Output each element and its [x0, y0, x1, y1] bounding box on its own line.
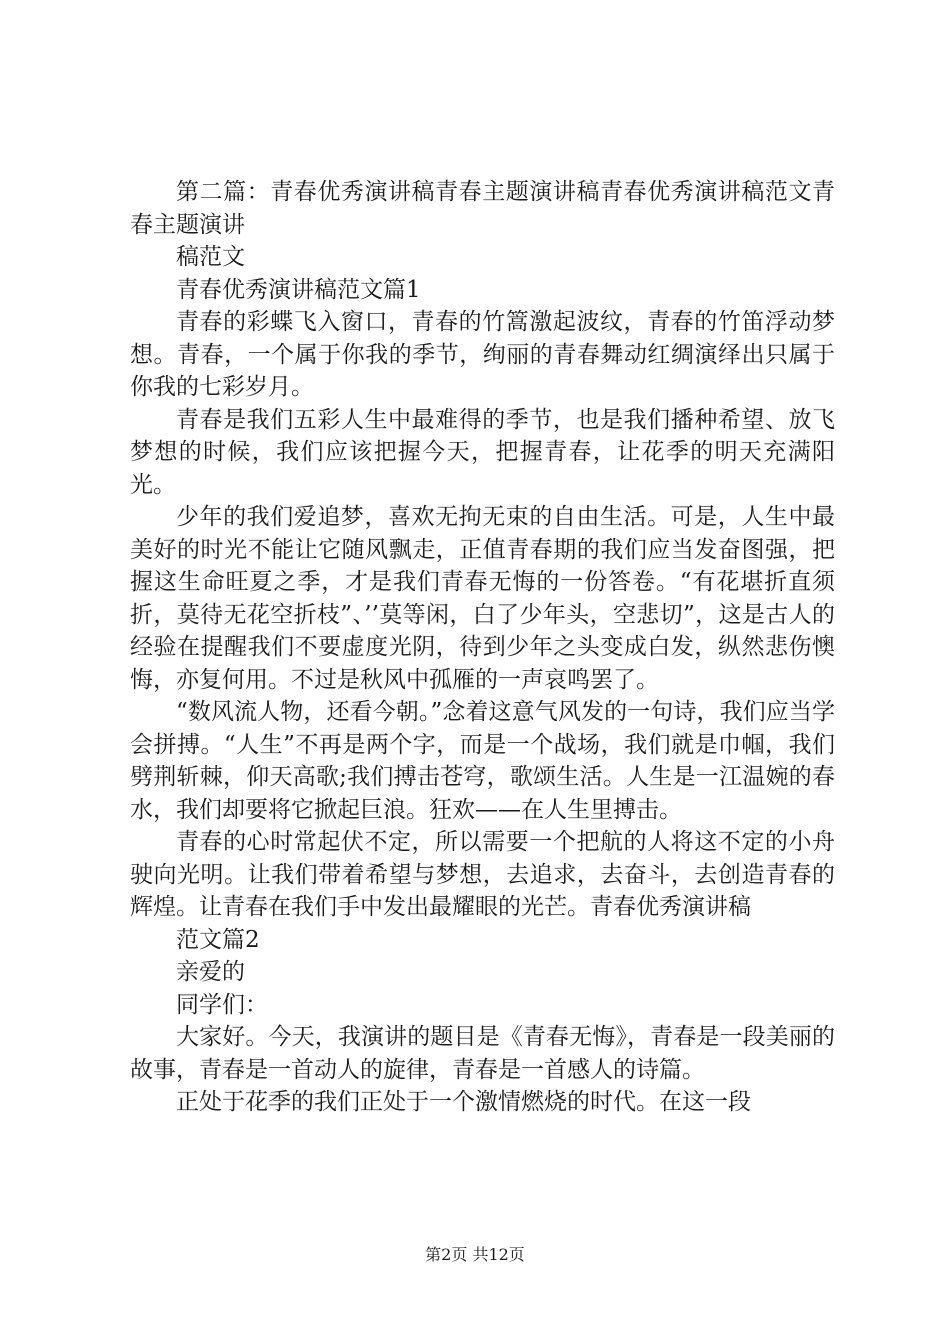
- paragraph: 正处于花季的我们正处于一个激情燃烧的时代。在这一段: [176, 1089, 751, 1115]
- section-title-1: 青春优秀演讲稿范文篇1: [176, 276, 421, 303]
- salutation-continued: 同学们：: [176, 991, 268, 1018]
- salutation: 亲爱的: [176, 959, 245, 985]
- paragraph: 大家好。今天，我演讲的题目是《青春无悔》，青春是一段美丽的故事，青春是一首动人的旋律，青春是一首感人的诗篇。: [130, 1024, 835, 1083]
- paragraph-heading-continued: 稿范文: [176, 244, 245, 270]
- paragraph: “数风流人物，还看今朝。”念着这意气风发的一句诗，我们应当学会拼搏。“人生”不再是两个字，而是一个战场，我们就是巾帼，我们劈荆斩棘，仰天高歌;我们搏击苍穹，歌颂生活。人生是一江温婉的春水，我们却要将它掀起巨浪。狂欢——在人生里搏击。: [130, 699, 835, 823]
- paragraph: 青春是我们五彩人生中最难得的季节，也是我们播种希望、放飞梦想的时候，我们应该把握今天，把握青春，让花季的明天充满阳光。: [130, 406, 835, 498]
- paragraph: 青春的彩蝶飞入窗口，青春的竹篙激起波纹，青春的竹笛浮动梦想。青春，一个属于你我的季节，绚丽的青春舞动红绸演绎出只属于你我的七彩岁月。: [130, 309, 835, 400]
- page-number-footer: 第2页 共12页: [425, 1245, 525, 1264]
- section-title-2: 范文篇2: [176, 926, 260, 953]
- paragraph: 少年的我们爱追梦，喜欢无拘无束的自由生活。可是，人生中最美好的时光不能让它随风飘走，正值青春期的我们应当发奋图强，把握这生命旺夏之季，才是我们青春无悔的一份答卷。“有花堪折直须折，莫待无花空折枝”、’’莫等闲，白了少年头，空悲切”，这是古人的经验在提醒我们不要虚度光阴，待到少年之头变成白发，纵然悲伤懊悔，亦复何用。不过是秋风中孤雁的一声哀鸣罢了。: [130, 504, 835, 693]
- paragraph-heading: 第二篇：青春优秀演讲稿青春主题演讲稿青春优秀演讲稿范文青春主题演讲: [130, 179, 835, 238]
- paragraph: 青春的心时常起伏不定，所以需要一个把航的人将这不定的小舟驶向光明。让我们带着希望与梦想，去追求，去奋斗，去创造青春的辉煌。让青春在我们手中发出最耀眼的光芒。青春优秀演讲稿: [130, 829, 835, 920]
- document-body: [130, 176, 835, 1119]
